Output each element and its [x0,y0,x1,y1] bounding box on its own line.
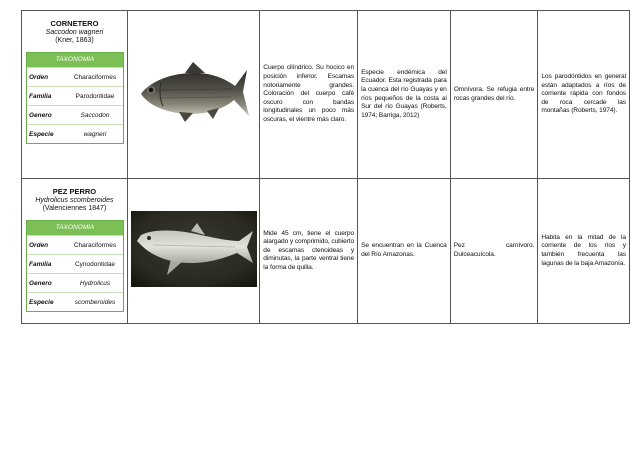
taxonomy-row-genus [27,273,123,292]
taxonomy-value: Cynodontidae [74,260,116,268]
taxonomy-value: scomberoides [74,298,116,306]
taxonomy-label: Especie [29,130,54,138]
taxonomy-value: Characiformes [73,73,117,81]
taxonomy-value: Saccodon [80,111,110,119]
taxonomy-table [26,52,124,144]
species-photo-cell [127,11,259,179]
habitat-cell: Los parodóntidos en general están adaptados a ríos de corriente rápida con fondos de roca cercade las montañas (Roberts, 1974). [538,11,630,179]
description-cell: Cuerpo cilíndrico. Su hocico en posición inferior. Escamas notoriamente grandes. Coloración del cuerpo café oscuro con bandas longitudinales un poco más oscuras, el vientre más claro. [260,11,358,179]
cornetero-fish-photo [135,56,253,128]
taxonomy-label: Orden [29,241,49,249]
taxonomy-value: wagneri [83,130,107,138]
taxonomy-label: Orden [29,73,49,81]
taxonomy-row-order [27,67,123,86]
description-cell: Mide 45 cm, tiene el cuerpo alargado y comprimido, cubierto de escamas ctenoideas y diminutas, la parte ventral tiene la forma de quilla. [260,179,358,324]
taxonomy-row-species [27,124,123,143]
scientific-name: Saccodon wagneri [45,29,104,36]
author-citation: (Kner, 1863) [55,37,94,44]
scientific-name: Hydrolicus scomberoides [35,197,114,204]
pez-perro-fish-photo [131,211,257,287]
taxonomy-label: Especie [29,298,54,306]
taxonomy-label: Familia [29,260,52,268]
taxonomy-value: Hydrolicus [79,279,111,287]
taxonomy-heading: TAXONOMIA [27,53,123,67]
taxonomy-value: Characiformes [73,241,117,249]
taxonomy-label: Familia [29,92,52,100]
table-row [22,179,630,324]
table-row [22,11,630,179]
diet-cell: Omnívora. Se refugia entre rocas grandes del río. [450,11,538,179]
taxonomy-row-genus [27,105,123,124]
distribution-cell: Especie endémica del Ecuador. Esta registrada para la cuenca del río Guayas y en ríos pequeños de la costa al Sur del río Guayas (Roberts, 1974; Barriga, 2012) [358,11,451,179]
taxonomy-label: Genero [29,279,52,287]
species-id-cell [22,11,128,179]
taxonomy-value: Parodontidae [75,92,115,100]
diet-cell: Pez carnívoro. Dulceacuícola. [450,179,538,324]
species-photo-cell [127,179,259,324]
species-sheet [21,10,630,324]
taxonomy-label: Genero [29,111,52,119]
taxonomy-row-family [27,254,123,273]
taxonomy-row-species [27,292,123,311]
common-name: CORNETERO [50,19,99,28]
habitat-cell: Habita en la mitad de la corriente de los ríos y también frecuenta las lagunas de la baja Amazonía. [538,179,630,324]
taxonomy-row-family [27,86,123,105]
taxonomy-table [26,220,124,312]
author-citation: (Valenciennes 1847) [42,205,107,212]
species-id-cell [22,179,128,324]
common-name: PEZ PERRO [52,187,97,196]
taxonomy-row-order [27,235,123,254]
distribution-cell: Se encuentran en la Cuenca del Río Amazonas. [358,179,451,324]
taxonomy-heading: TAXONOMIA [27,221,123,235]
species-table [21,10,630,324]
